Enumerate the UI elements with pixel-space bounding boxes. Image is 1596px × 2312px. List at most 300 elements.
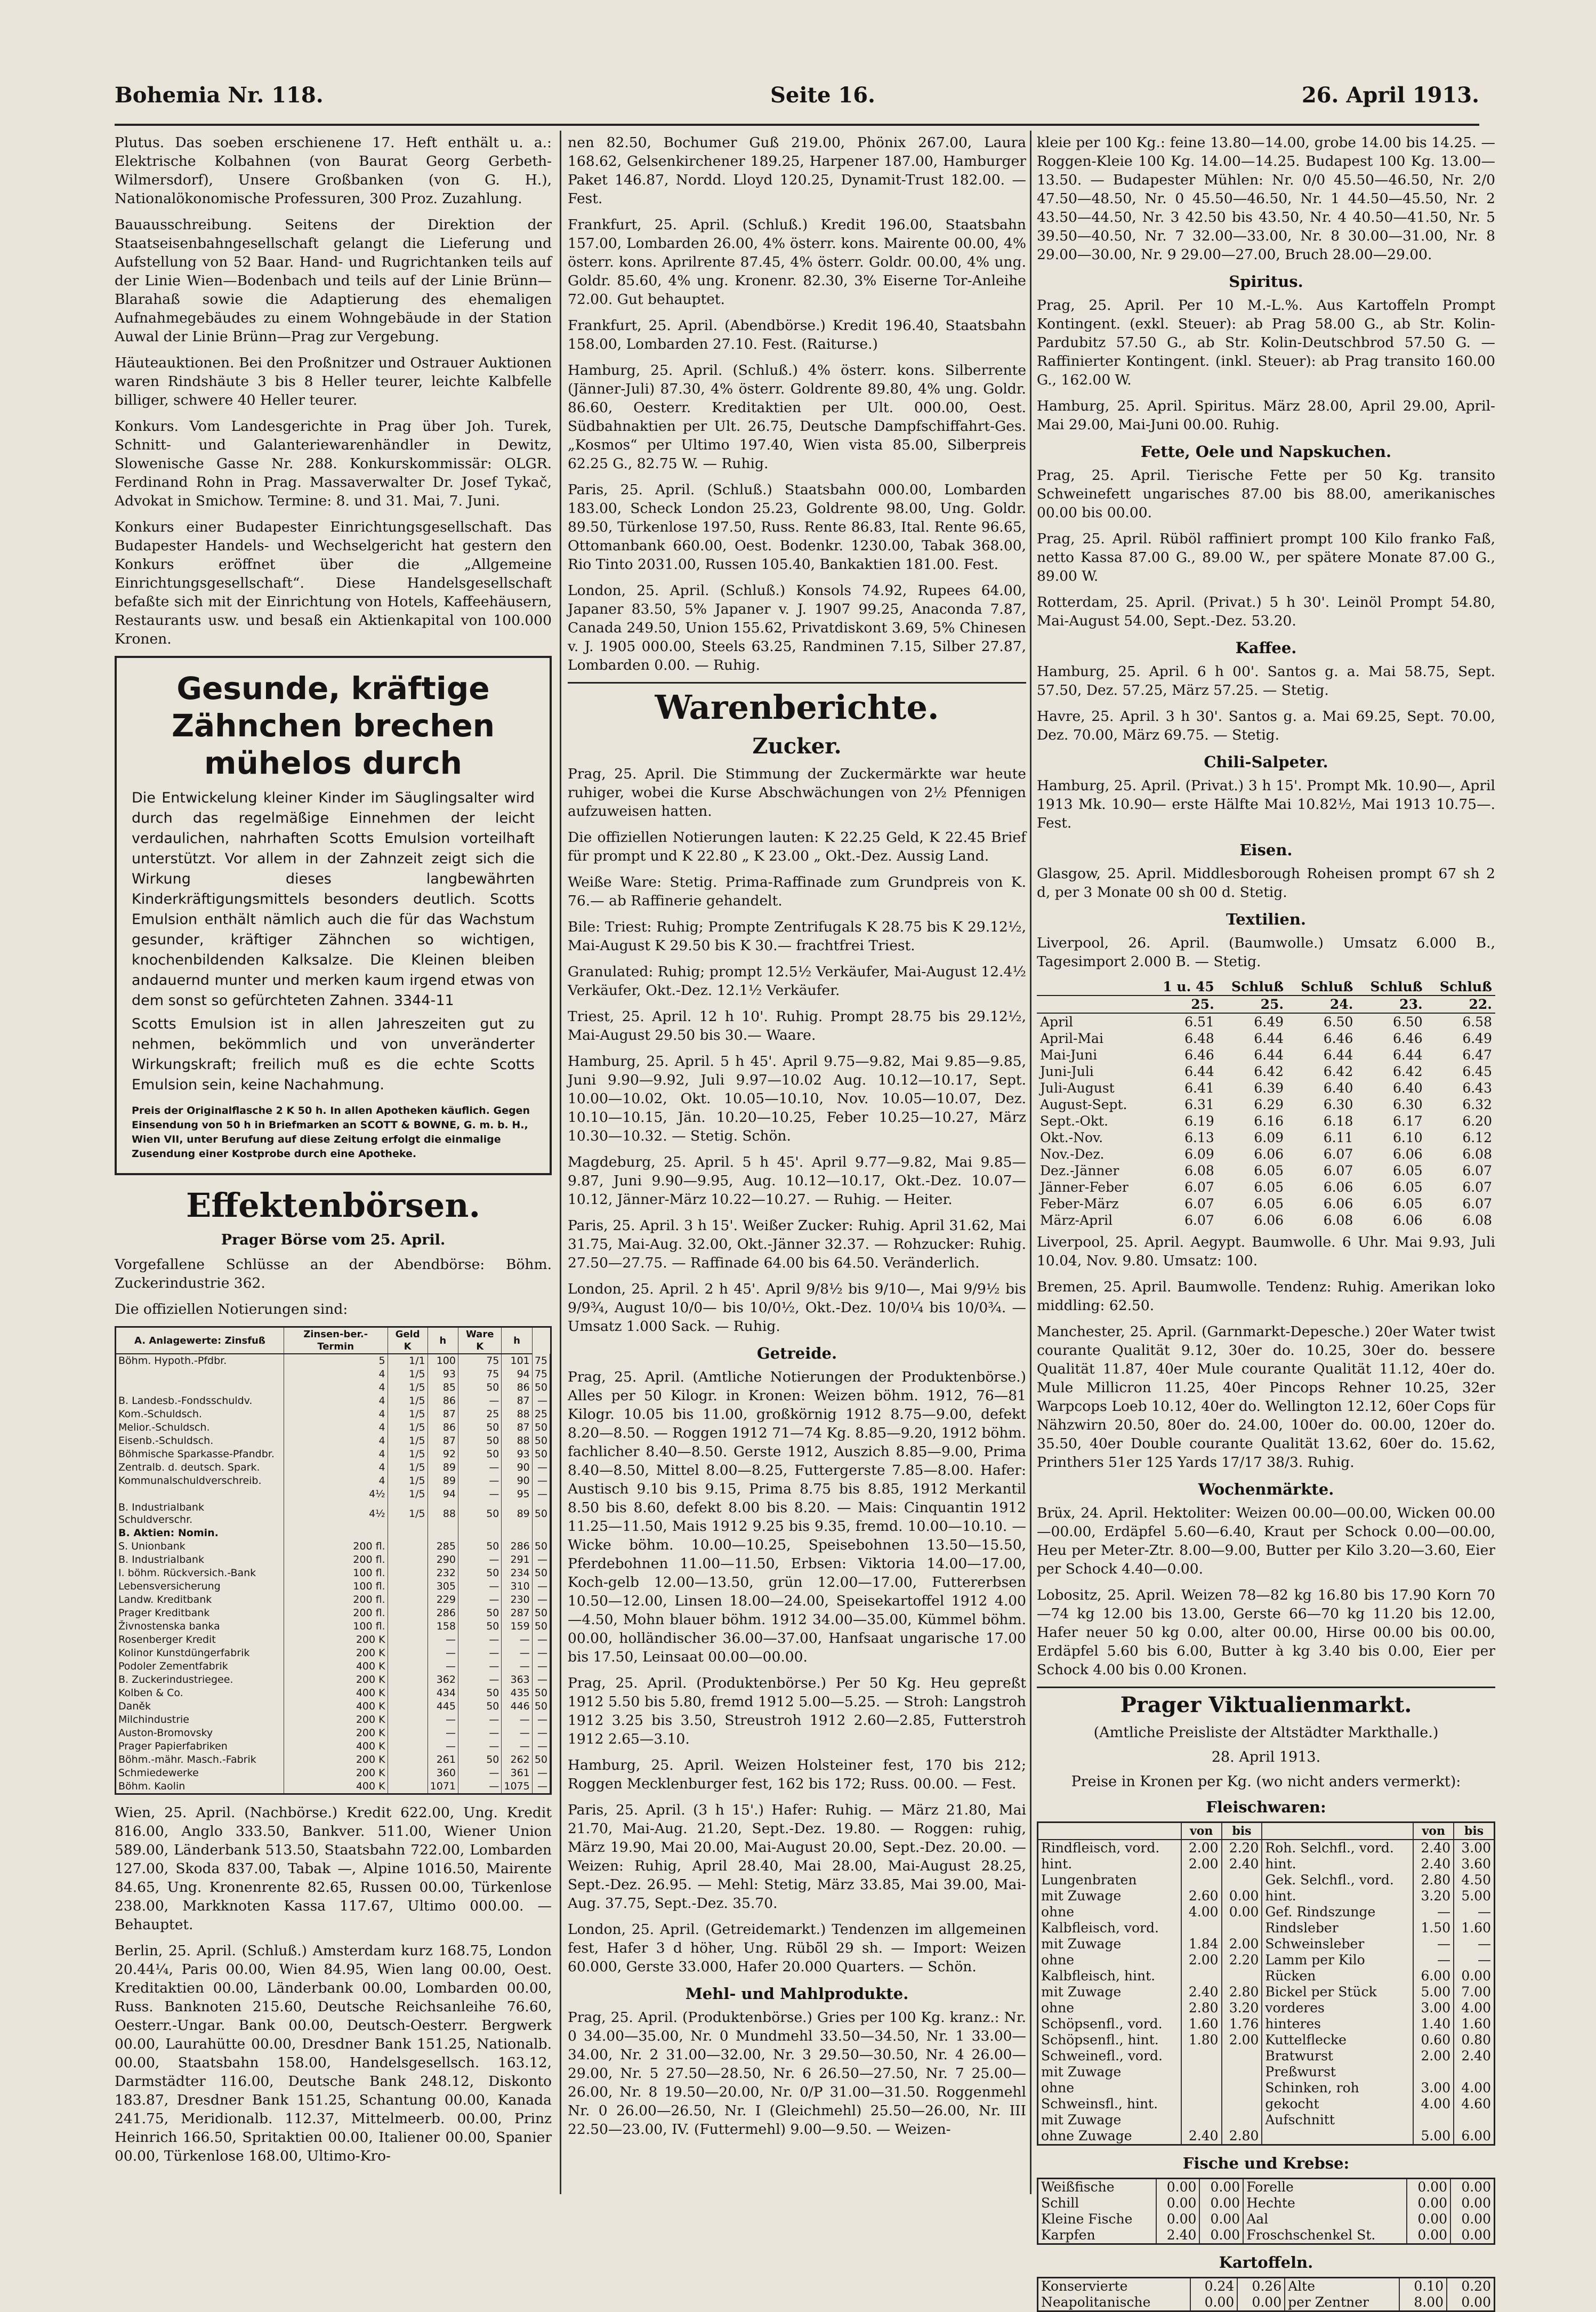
table-cell: 6.44 xyxy=(1323,1047,1353,1063)
table-cell: Schöpsenfl., hint. xyxy=(1038,2032,1181,2048)
table-cell: — xyxy=(458,1673,501,1687)
table-cell xyxy=(1222,2048,1262,2064)
table-cell: März-April xyxy=(1040,1213,1113,1228)
table-cell: B. Landesb.-Fondsschuldv. xyxy=(116,1394,284,1408)
paragraph: Glasgow, 25. April. Middlesborough Roheisen prompt 67 sh 2 d, per 3 Monate 00 sh 00 d. Stetig. xyxy=(1037,865,1495,901)
table-row xyxy=(116,1553,550,1567)
table-cell: Böhm.-mähr. Masch.-Fabrik xyxy=(116,1753,284,1767)
table-cell: — xyxy=(458,1593,501,1607)
table-cell xyxy=(1222,1920,1262,1936)
table-cell: — xyxy=(458,1580,501,1593)
table-row xyxy=(1038,1856,1495,1872)
table-cell: 6.00 xyxy=(1413,1968,1454,1984)
table-cell: 50 xyxy=(458,1421,501,1434)
table-cell: 6.08 xyxy=(1462,1213,1492,1228)
table-cell: 2.00 xyxy=(1413,2048,1454,2064)
table-cell: 400 K xyxy=(284,1660,388,1673)
paragraph: Vorgefallene Schlüsse an der Abendbörse: Böhm. Zuckerindustrie 362. xyxy=(115,1256,552,1291)
paragraph: Die offiziellen Notierungen sind: xyxy=(115,1301,348,1318)
subsection-title: Spiritus. xyxy=(1229,272,1303,291)
table-cell: 6.49 xyxy=(1462,1031,1492,1046)
table-row xyxy=(1038,2211,1495,2227)
table-cell: 6.42 xyxy=(1393,1064,1423,1079)
table-cell: 5.00 xyxy=(1413,1984,1454,2000)
table-row xyxy=(1038,1888,1495,1904)
column-1 xyxy=(115,133,552,2197)
table-cell: 200 fl. xyxy=(284,1593,388,1607)
table-cell: 362 xyxy=(428,1673,458,1687)
table-row xyxy=(116,1448,550,1461)
table-row xyxy=(1038,1920,1495,1936)
table-cell: 6.17 xyxy=(1393,1113,1423,1129)
table-cell: 200 fl. xyxy=(284,1553,388,1567)
table-cell: 1.80 xyxy=(1181,2032,1222,2048)
table-row xyxy=(1038,2080,1495,2096)
paragraph: Häuteauktionen. Bei den Proßnitzer und Ostrauer Auktionen waren Rindshäute 3 bis 8 Heller teurer, leichte Kalbfelle billiger, schwere 40 Heller teurer. xyxy=(115,355,552,408)
table-cell: — xyxy=(532,1767,550,1780)
paragraph: kleie per 100 Kg.: feine 13.80—14.00, grobe 14.00 bis 14.25. — Roggen-Kleie 100 Kg. 14.00—14.25. Budapest 100 Kg. 13.00—13.50. — Budapester Mühlen: Nr. 0/0 45.50—46.50, Nr. 2/0 47.50—48.50, Nr. 0 45.50—46.50, Nr. 1 44.50—45.50, Nr. 2 43.50—44.50, Nr. 3 42.50 bis 43.50, Nr. 4 40.50—41.50, Nr. 5 39.50—40.50, Nr. 7 32.00—33.00, Nr. 8 30.00—31.00, Nr. 8 29.00—30.00, Nr. 9 29.00—27.00, Bruch 28.00—29.00. xyxy=(1037,134,1495,263)
table-cell: 50 xyxy=(532,1540,550,1553)
table-row xyxy=(1038,2048,1495,2064)
table-cell: Konservierte xyxy=(1038,2278,1190,2295)
table-cell: 0.80 xyxy=(1454,2032,1494,2048)
table-cell: 86 xyxy=(428,1421,458,1434)
table-cell: 286 xyxy=(428,1607,458,1620)
subsection-title: Fische und Krebse: xyxy=(1182,2154,1350,2172)
subsection-title: Eisen. xyxy=(1239,841,1293,859)
table-cell: 8.00 xyxy=(1399,2294,1447,2311)
table-cell: — xyxy=(1413,1904,1454,1920)
paragraph: Paris, 25. April. (3 h 15'.) Hafer: Ruhig. — März 21.80, Mai 21.70, Mai-Aug. 21.20, Sept.-Dez. 19.80. — Roggen: ruhig, März 19.90, Mai 20.00, Mai-August 20.00, Sept.-Dez. 20.00. — Weizen: Ruhig, April 28.40, Mai 28.00, Mai-August 28.25, Sept.-Dez. 26.95. — Mehl: Stetig, März 33.85, Mai 39.00, Mai-Aug. 37.75, Sept.-Dez. 35.70. xyxy=(568,1802,1026,1912)
table-cell: 200 K xyxy=(284,1633,388,1647)
table-cell xyxy=(388,1753,428,1767)
table-cell: hint. xyxy=(1262,1856,1413,1872)
table-cell: 0.20 xyxy=(1447,2278,1495,2295)
table-cell: 1/5 xyxy=(388,1488,428,1501)
paragraph: London, 25. April. (Getreidemarkt.) Tendenzen im allgemeinen fest, Hafer 3 d höher, Ung. Rübö̈l 29 sh. — Import: Weizen 60.000, Gerste 33.000, Hafer 20.000 Quarters. — Schön. xyxy=(568,1921,1026,1975)
table-cell: 4 xyxy=(284,1474,388,1488)
table-cell: 234 xyxy=(502,1567,532,1580)
table-cell: 75 xyxy=(532,1354,550,1368)
table-cell: 305 xyxy=(428,1580,458,1593)
table-cell: 200 K xyxy=(284,1727,388,1740)
table-cell: Schweinsleber xyxy=(1262,1936,1413,1952)
table-cell: — xyxy=(532,1394,550,1408)
table-cell: 6.07 xyxy=(1462,1196,1492,1211)
table-row xyxy=(116,1593,550,1607)
table-cell: 200 fl. xyxy=(284,1607,388,1620)
table-cell xyxy=(388,1673,428,1687)
table-cell: 286 xyxy=(502,1540,532,1553)
table-cell: 6.19 xyxy=(1184,1113,1214,1129)
table-cell: 6.08 xyxy=(1462,1146,1492,1162)
paragraph: Berlin, 25. April. (Schluß.) Amsterdam kurz 168.75, London 20.44¼, Paris 00.00, Wien 84.95, Wien lang 00.00, Oest. Kreditaktien 00.00, Länderbank 00.00, Lombarden 00.00, Russ. Banknoten 215.60, Deutsche Reichsanleihe 76.60, Oesterr.-Ungar. Bank 00.00, Deutsch-Oesterr. Bergwerk 00.00, Laurahütte 00.00, Dresdner Bank 151.25, Nationalb. 00.00, Staatsbahn 158.00, Handelsgesellsch. 163.12, Darmstädter 116.00, Deutsche Bank 248.12, Diskonto 183.87, Dresdner Bank 151.25, Schantung 00.00, Kanada 241.75, Meridionalb. 112.37, Mittelmeerb. 00.00, Prinz Heinrich 166.50, Spritaktien 00.00, Italiener 00.00, Spanier 00.00, Türkenlose 168.00, Ultimo-Kro- xyxy=(115,1942,552,2164)
market-reports xyxy=(568,133,1026,675)
table-cell: 0.00 xyxy=(1407,2179,1450,2196)
cotton-prices-table xyxy=(1037,978,1495,1229)
table-cell: 435 xyxy=(502,1687,532,1700)
table-cell: 6.49 xyxy=(1254,1014,1284,1030)
table-cell: 446 xyxy=(502,1700,532,1713)
table-cell: 159 xyxy=(502,1620,532,1633)
table-cell: Kalbfleisch, vord. xyxy=(1038,1920,1181,1936)
textile-reports xyxy=(1037,1233,1495,1472)
table-cell: 50 xyxy=(532,1700,550,1713)
table-cell: ohne xyxy=(1038,1904,1181,1920)
table-cell: 2.40 xyxy=(1454,2048,1494,2064)
table-cell: — xyxy=(532,1673,550,1687)
potato-prices-table xyxy=(1037,2277,1495,2312)
table-cell: 200 K xyxy=(284,1673,388,1687)
table-cell: B. Industrialbank Schuldverschr. xyxy=(116,1501,284,1527)
table-cell: 230 xyxy=(502,1593,532,1607)
table-cell: Gek. Selchfl., vord. xyxy=(1262,1872,1413,1888)
table-cell: Feber-März xyxy=(1040,1196,1119,1211)
table-cell: 6.44 xyxy=(1184,1064,1214,1079)
flour-reports xyxy=(568,2008,1026,2139)
table-cell: 2.00 xyxy=(1181,1856,1222,1872)
table-cell: 434 xyxy=(428,1687,458,1700)
table-header-cell: Schluß xyxy=(1356,978,1425,996)
table-cell: — xyxy=(532,1780,550,1793)
market-subtitle: (Amtliche Preisliste der Altstädter Markthalle.) xyxy=(1093,1724,1439,1741)
table-row xyxy=(116,1620,550,1633)
table-cell: 6.41 xyxy=(1184,1080,1214,1096)
table-cell: 50 xyxy=(532,1607,550,1620)
paragraph: Paris, 25. April. (Schluß.) Staatsbahn 000.00, Lombarden 183.00, Scheck London 25.23, Goldrente 98.00, Ung. Goldr. 89.50, Türkenlose 197.50, Russ. Rente 86.83, Ital. Rente 96.65, Ottomanbank 660.00, Oest. Bodenkr. 1230.00, Tabak 368.00, Rio Tinto 2031.00, Russen 105.40, Bankaktien 181.00. Fest. xyxy=(568,481,1026,573)
table-cell: 2.00 xyxy=(1181,1840,1222,1856)
table-cell: 90 xyxy=(502,1461,532,1474)
table-cell: 0.00 xyxy=(1222,1888,1262,1904)
paragraph: Triest, 25. April. 12 h 10'. Ruhig. Prompt 28.75 bis 29.12½, Mai-August 29.50 bis 30.— Waare. xyxy=(568,1008,1026,1043)
table-cell: 6.00 xyxy=(1454,2128,1494,2145)
table-cell: 100 xyxy=(428,1354,458,1368)
table-cell: 4.60 xyxy=(1454,2096,1494,2112)
table-cell: 1071 xyxy=(428,1780,458,1793)
table-cell: 87 xyxy=(428,1408,458,1421)
table-row xyxy=(116,1408,550,1421)
table-cell: 50 xyxy=(458,1700,501,1713)
table-cell: 6.05 xyxy=(1393,1196,1423,1211)
table-cell: 5.00 xyxy=(1454,1888,1494,1904)
table-cell: August-Sept. xyxy=(1040,1097,1127,1112)
paragraph: Frankfurt, 25. April. (Schluß.) Kredit 196.00, Staatsbahn 157.00, Lombarden 26.00, 4% österr. kons. Mairente 00.00, 4% österr. kons. Aprilrente 87.45, 4% österr. Goldr. 00.00, 4% ung. Goldr. 85.60, 4% ung. Kronenr. 82.30, 3% Eiserne Tor-Anleihe 72.00. Gut behauptet. xyxy=(568,216,1026,308)
table-cell: 89 xyxy=(428,1461,458,1474)
table-cell: 6.47 xyxy=(1462,1047,1492,1063)
subsection-title: Getreide. xyxy=(756,1344,837,1362)
table-cell: 290 xyxy=(428,1553,458,1567)
table-cell xyxy=(532,1527,550,1540)
table-cell: — xyxy=(532,1660,550,1673)
table-cell: 3.20 xyxy=(1222,2000,1262,2016)
table-cell: 75 xyxy=(458,1354,501,1368)
table-cell: 1/5 xyxy=(388,1448,428,1461)
table-row xyxy=(116,1381,550,1394)
table-cell: 2.40 xyxy=(1156,2227,1200,2244)
table-row xyxy=(116,1461,550,1474)
table-cell: 89 xyxy=(428,1474,458,1488)
table-row xyxy=(1037,1013,1495,1030)
table-cell: — xyxy=(502,1727,532,1740)
table-cell: 4.00 xyxy=(1454,2000,1494,2016)
table-row xyxy=(1037,1047,1495,1063)
table-cell: — xyxy=(502,1647,532,1660)
table-cell: 361 xyxy=(502,1767,532,1780)
table-cell: 6.12 xyxy=(1462,1130,1492,1145)
table-row xyxy=(116,1607,550,1620)
table-cell: 0.00 xyxy=(1407,2211,1450,2227)
table-cell xyxy=(1222,2096,1262,2112)
table-cell: B. Industrialbank xyxy=(116,1553,284,1567)
table-cell xyxy=(1454,2112,1494,2128)
table-row xyxy=(1038,2064,1495,2080)
table-cell: Prager Papierfabriken xyxy=(116,1740,284,1753)
table-cell xyxy=(388,1593,428,1607)
table-row xyxy=(116,1700,550,1713)
table-row xyxy=(116,1434,550,1448)
table-cell: 2.80 xyxy=(1181,2000,1222,2016)
table-cell: 4½ xyxy=(284,1488,388,1501)
table-cell: 95 xyxy=(502,1488,532,1501)
table-cell: 1/5 xyxy=(388,1408,428,1421)
table-cell: 6.32 xyxy=(1462,1097,1492,1112)
table-cell: 1/5 xyxy=(388,1501,428,1527)
table-cell: 3.20 xyxy=(1413,1888,1454,1904)
table-cell: 1/5 xyxy=(388,1421,428,1434)
table-cell: Gef. Rindszunge xyxy=(1262,1904,1413,1920)
paragraph: Magdeburg, 25. April. 5 h 45'. April 9.77—9.82, Mai 9.85—9.87, Juni 9.90—9.95, Aug. 10.12—10.17, Okt.-Dez. 10.07—10.12, Jänner-März 10.22—10.27. — Ruhig. — Heiter. xyxy=(568,1154,1026,1208)
table-cell: 2.80 xyxy=(1222,2128,1262,2145)
table-row xyxy=(116,1767,550,1780)
table-cell: 86 xyxy=(428,1394,458,1408)
column-3 xyxy=(1037,133,1495,2310)
table-row xyxy=(1037,1030,1495,1047)
paragraph: Manchester, 25. April. (Garnmarkt-Depesche.) 20er Water twist courante Qualität 9.12, 30er do. 10.25, 30er do. bessere Qualität 11.87, 40er Mule courante Qualität 11.12, 40er do. Mule Millicron 11.25, 40er Pincops Rehner 10.25, 32er Warpcops Loeb 10.12, 40er do. Wellington 12.12, 60er Cops für Nähzwirn 20.50, 80er do. 24.00, 100er do. 00.00, 120er do. 35.50, 40er Double courante Qualität 13.62, 60er do. 15.62, Printhers 51er 125 Yards 17/17 38/3. Ruhig. xyxy=(1037,1323,1495,1471)
table-cell: 287 xyxy=(502,1607,532,1620)
table-cell: — xyxy=(532,1647,550,1660)
table-cell: 1075 xyxy=(502,1780,532,1793)
table-cell xyxy=(1181,1968,1222,1984)
table-cell xyxy=(428,1527,458,1540)
table-cell: 50 xyxy=(458,1448,501,1461)
table-header-cell: von xyxy=(1413,1823,1454,1840)
table-cell: 2.00 xyxy=(1222,2032,1262,2048)
table-cell: 87 xyxy=(502,1421,532,1434)
table-cell: 6.11 xyxy=(1323,1130,1353,1145)
scotts-emulsion-advertisement xyxy=(115,656,552,1175)
table-cell: 101 xyxy=(502,1354,532,1368)
table-cell: 6.06 xyxy=(1323,1196,1353,1211)
table-cell: 0.00 xyxy=(1156,2195,1200,2211)
table-cell: 4 xyxy=(284,1448,388,1461)
section-subtitle: Prager Börse vom 25. April. xyxy=(221,1232,446,1248)
table-cell: 0.00 xyxy=(1407,2227,1450,2244)
table-row xyxy=(1038,2128,1495,2145)
subsection-title: Kartoffeln. xyxy=(1219,2253,1313,2271)
table-cell: Lamm per Kilo xyxy=(1262,1952,1413,1968)
table-cell: 291 xyxy=(502,1553,532,1567)
table-cell xyxy=(1413,2064,1454,2080)
table-row xyxy=(116,1474,550,1488)
table-cell: mit Zuwage xyxy=(1038,1936,1181,1952)
table-row xyxy=(1038,2096,1495,2112)
table-cell: 85 xyxy=(428,1381,458,1394)
table-header-cell: Schluß xyxy=(1218,978,1287,996)
table-cell: Böhm. Hypoth.-Pfdbr. xyxy=(116,1354,284,1368)
table-cell: 4 xyxy=(284,1421,388,1434)
weekly-markets xyxy=(1037,1504,1495,1679)
paragraph: Frankfurt, 25. April. (Abendbörse.) Kredit 196.40, Staatsbahn 158.00, Lombarden 27.10. Fest. (Raiturse.) xyxy=(568,317,1026,352)
table-cell: 2.80 xyxy=(1413,1872,1454,1888)
table-row xyxy=(116,1660,550,1673)
table-cell: — xyxy=(1413,1936,1454,1952)
table-cell: 92 xyxy=(428,1448,458,1461)
paragraph: Liverpool, 25. April. Aegypt. Baumwolle. 6 Uhr. Mai 9.93, Juli 10.04, Nov. 9.80. Umsatz: 100. xyxy=(1037,1234,1495,1269)
table-cell: 6.46 xyxy=(1323,1031,1353,1046)
table-cell: 50 xyxy=(532,1567,550,1580)
table-cell: Lebensversicherung xyxy=(116,1580,284,1593)
table-header-cell: 22. xyxy=(1426,996,1495,1013)
table-cell: 2.40 xyxy=(1181,2128,1222,2145)
table-cell: 1/5 xyxy=(388,1368,428,1381)
table-cell: 6.05 xyxy=(1254,1163,1284,1178)
table-row xyxy=(1038,1872,1495,1888)
grain-reports xyxy=(568,1368,1026,1976)
table-cell xyxy=(388,1727,428,1740)
table-cell: — xyxy=(458,1740,501,1753)
table-cell: — xyxy=(428,1647,458,1660)
table-cell: 6.10 xyxy=(1393,1130,1423,1145)
table-cell: 2.00 xyxy=(1222,1936,1262,1952)
table-row xyxy=(116,1354,550,1368)
table-cell: 50 xyxy=(458,1753,501,1767)
table-cell: — xyxy=(532,1580,550,1593)
table-cell: 50 xyxy=(532,1687,550,1700)
table-cell: 4.00 xyxy=(1181,1904,1222,1920)
table-cell: ohne xyxy=(1038,2000,1181,2016)
table-cell: — xyxy=(532,1633,550,1647)
table-cell: 50 xyxy=(458,1567,501,1580)
table-row xyxy=(1038,1840,1495,1856)
paragraph: Hamburg, 25. April. (Privat.) 3 h 15'. Prompt Mk. 10.90—, April 1913 Mk. 10.90— erste Hälfte Mai 10.82½, Mai 1913 10.75—. Fest. xyxy=(1037,777,1495,831)
table-cell: vorderes xyxy=(1262,2000,1413,2016)
table-cell: 6.06 xyxy=(1323,1179,1353,1195)
table-cell: 200 K xyxy=(284,1767,388,1780)
table-cell: 0.00 xyxy=(1222,1904,1262,1920)
table-cell: — xyxy=(458,1660,501,1673)
table-row xyxy=(1038,2294,1495,2311)
table-cell: Karpfen xyxy=(1038,2227,1156,2244)
table-cell: 6.05 xyxy=(1393,1163,1423,1178)
table-row xyxy=(1038,2016,1495,2032)
table-cell: mit Zuwage xyxy=(1038,2064,1181,2080)
paragraph: Paris, 25. April. 3 h 15'. Weißer Zucker: Ruhig. April 31.62, Mai 31.75, Mai-Aug. 32.00, Okt.-Jänner 32.37. — Rohzucker: Ruhig. 27.50—27.75. — Raffinade 64.00 bis 64.50. Veränderlich. xyxy=(568,1217,1026,1271)
paragraph: Brüx, 24. April. Hektoliter: Weizen 00.00—00.00, Wicken 00.00—00.00, Erdäpfel 5.60—6.40, Kraut per Schock 0.00—00.00, Heu per Meter-Ztr. 8.00—9.00, Butter per Kilo 3.20—3.60, Eier per Schock 4.40—0.00. xyxy=(1037,1505,1495,1577)
market-title: Prager Viktualienmarkt. xyxy=(1037,1687,1495,1719)
table-cell: 6.45 xyxy=(1462,1064,1492,1079)
table-cell: 0.10 xyxy=(1399,2278,1447,2295)
table-cell: 6.39 xyxy=(1254,1080,1284,1096)
table-cell: 2.40 xyxy=(1222,1856,1262,1872)
paragraph: Bauausschreibung. Seitens der Direktion der Staatseisenbahngesellschaft gelangt die Lieferung und Aufstellung von 52 Baar. Hand- und Rugrichtanken teils auf der Linie Wien—Bodenbach und teils auf der Linie Brünn—Blarahaß sowie die Adaptierung des ehemaligen Aufnahmegebäudes zu einem Wohngebäude in der Station Auwal der Linie Brünn—Prag zur Vergebung. xyxy=(115,216,552,345)
table-cell: 1/5 xyxy=(388,1434,428,1448)
table-cell: 4 xyxy=(284,1408,388,1421)
paragraph: Lobositz, 25. April. Weizen 78—82 kg 16.80 bis 17.90 Korn 70—74 kg 12.00 bis 13.00, Gerste 66—70 kg 11.20 bis 12.00, Hafer neuer 50 kg 0.00, alter 00.00, Hirse 00.00 bis 00.00, Erdäpfel 5.60 bis 6.00, Butter à kg 3.40 bis 0.00, Eier per Schock 4.00 bis 0.00 Kronen. xyxy=(1037,1587,1495,1678)
table-cell: 200 K xyxy=(284,1753,388,1767)
table-cell: 50 xyxy=(458,1607,501,1620)
table-cell: 6.50 xyxy=(1323,1014,1353,1030)
table-header-cell: 1 u. 45 xyxy=(1149,978,1217,996)
table-cell xyxy=(502,1527,532,1540)
table-cell xyxy=(116,1368,284,1381)
table-cell: 310 xyxy=(502,1580,532,1593)
table-cell: Schweinefl., vord. xyxy=(1038,2048,1181,2064)
table-cell: 6.07 xyxy=(1184,1196,1214,1211)
table-cell xyxy=(1222,2080,1262,2096)
table-cell: 4 xyxy=(284,1461,388,1474)
table-cell: Okt.-Nov. xyxy=(1040,1130,1103,1145)
table-cell: Aal xyxy=(1243,2211,1407,2227)
table-cell xyxy=(1181,1920,1222,1936)
table-cell: 6.07 xyxy=(1323,1146,1353,1162)
table-cell: Podoler Zementfabrik xyxy=(116,1660,284,1673)
table-header-cell: Zinsen-ber.-Termin xyxy=(284,1328,388,1354)
table-cell: 4.50 xyxy=(1454,1872,1494,1888)
paragraph: Konkurs. Vom Landesgerichte in Prag über Joh. Turek, Schnitt- und Galanteriewarenhändler in Dewitz, Slowenische Gasse Nr. 288. Konkurskommissär: OLGR. Ferdinand Rohn in Prag. Massaverwalter Dr. Josef Tykač, Advokat in Smichow. Termine: 8. und 31. Mai, 7. Juni. xyxy=(115,418,552,509)
table-cell: Kom.-Schuldsch. xyxy=(116,1408,284,1421)
table-cell: Lungenbraten xyxy=(1038,1872,1181,1888)
table-cell: 1/5 xyxy=(388,1474,428,1488)
paragraph: Plutus. Das soeben erschienene 17. Heft enthält u. a.: Elektrische Kolbahnen (von Baurat Georg Gerbeth-Wilmersdorf), Unsere Großbanken (von G. H.), Nationalökonomische Professuren, 300 Proz. Zuzahlung. xyxy=(115,134,552,207)
paragraph: London, 25. April. (Schluß.) Konsols 74.92, Rupees 64.00, Japaner 83.50, 5% Japaner v. J. 1907 99.25, Anaconda 7.87, Canada 249.50, Union 155.62, Privatdiskont 3.69, 5% Chinesen v. J. 1905 000.00, Steels 63.25, Randminen 7.15, Silber 27.87, Lombarden 0.00. — Ruhig. xyxy=(568,582,1026,673)
table-cell: Kleine Fische xyxy=(1038,2211,1156,2227)
table-cell: 4 xyxy=(284,1394,388,1408)
table-cell: 1/1 xyxy=(388,1354,428,1368)
stock-quotes-table xyxy=(115,1326,552,1795)
table-cell: — xyxy=(532,1727,550,1740)
meat-prices-table xyxy=(1037,1821,1495,2146)
table-row xyxy=(116,1647,550,1660)
table-cell xyxy=(388,1580,428,1593)
table-cell: S. Unionbank xyxy=(116,1540,284,1553)
table-cell: 6.46 xyxy=(1184,1047,1214,1063)
ad-body: Die Entwickelung kleiner Kinder im Säuglingsalter wird durch das regelmäßige Einnehmen der leicht verdaulichen, nahrhaften Scotts Emulsion vorteilhaft unterstützt. Vor allem in der Zahnzeit zeigt sich die Wirkung dieses langbewährten Kinderkräftigungsmittels besonders deutlich. Scotts Emulsion enthält nämlich auch die für das Wachstum gesunder, kräftiger Zähnchen so wichtigen, knochenbildenden Kalksalze. Die Kleinen bleiben andauernd munter und merken kaum irgend etwas von dem sonst so gefürchteten Zahnen. 3344-11 xyxy=(132,790,535,1009)
table-cell: — xyxy=(428,1633,458,1647)
table-cell: 0.00 xyxy=(1450,2211,1494,2227)
table-cell xyxy=(388,1700,428,1713)
table-cell xyxy=(388,1780,428,1793)
table-cell: — xyxy=(458,1647,501,1660)
table-cell xyxy=(388,1713,428,1727)
table-header-cell: bis xyxy=(1222,1823,1262,1840)
paragraph: Hamburg, 25. April. 5 h 45'. April 9.75—9.82, Mai 9.85—9.85, Juni 9.90—9.92, Juli 9.97—10.02 Aug. 10.12—10.17, Sept. 10.00—10.02, Okt. 10.05—10.10, Nov. 10.05—10.07, Dez. 10.10—10.15, Jän. 10.20—10.25, Feber 10.25—10.27, März 10.30—10.32. — Stetig. Schön. xyxy=(568,1053,1026,1144)
table-cell: 4½ xyxy=(284,1501,388,1527)
table-cell: 50 xyxy=(458,1620,501,1633)
table-cell: 6.06 xyxy=(1393,1213,1423,1228)
table-cell: — xyxy=(458,1474,501,1488)
table-cell xyxy=(1181,2048,1222,2064)
table-cell: 2.00 xyxy=(1181,1952,1222,1968)
table-cell: 94 xyxy=(428,1488,458,1501)
table-cell: 2.60 xyxy=(1181,1888,1222,1904)
table-row xyxy=(116,1740,550,1753)
table-cell: Preßwurst xyxy=(1262,2064,1413,2080)
paragraph: Prag, 25. April. (Produktenbörse.) Per 50 Kg. Heu gepreßt 1912 5.50 bis 5.80, fremd 1912 5.00—5.25. — Stroh: Langstroh 1912 3.25 bis 3.50, Streustroh 1912 2.60—2.85, Futterstroh 1912 2.65—3.10. xyxy=(568,1675,1026,1747)
table-cell: 1/5 xyxy=(388,1461,428,1474)
table-row xyxy=(116,1501,550,1527)
table-cell: B. Zuckerindustriegee. xyxy=(116,1673,284,1687)
table-cell: 50 xyxy=(458,1501,501,1527)
